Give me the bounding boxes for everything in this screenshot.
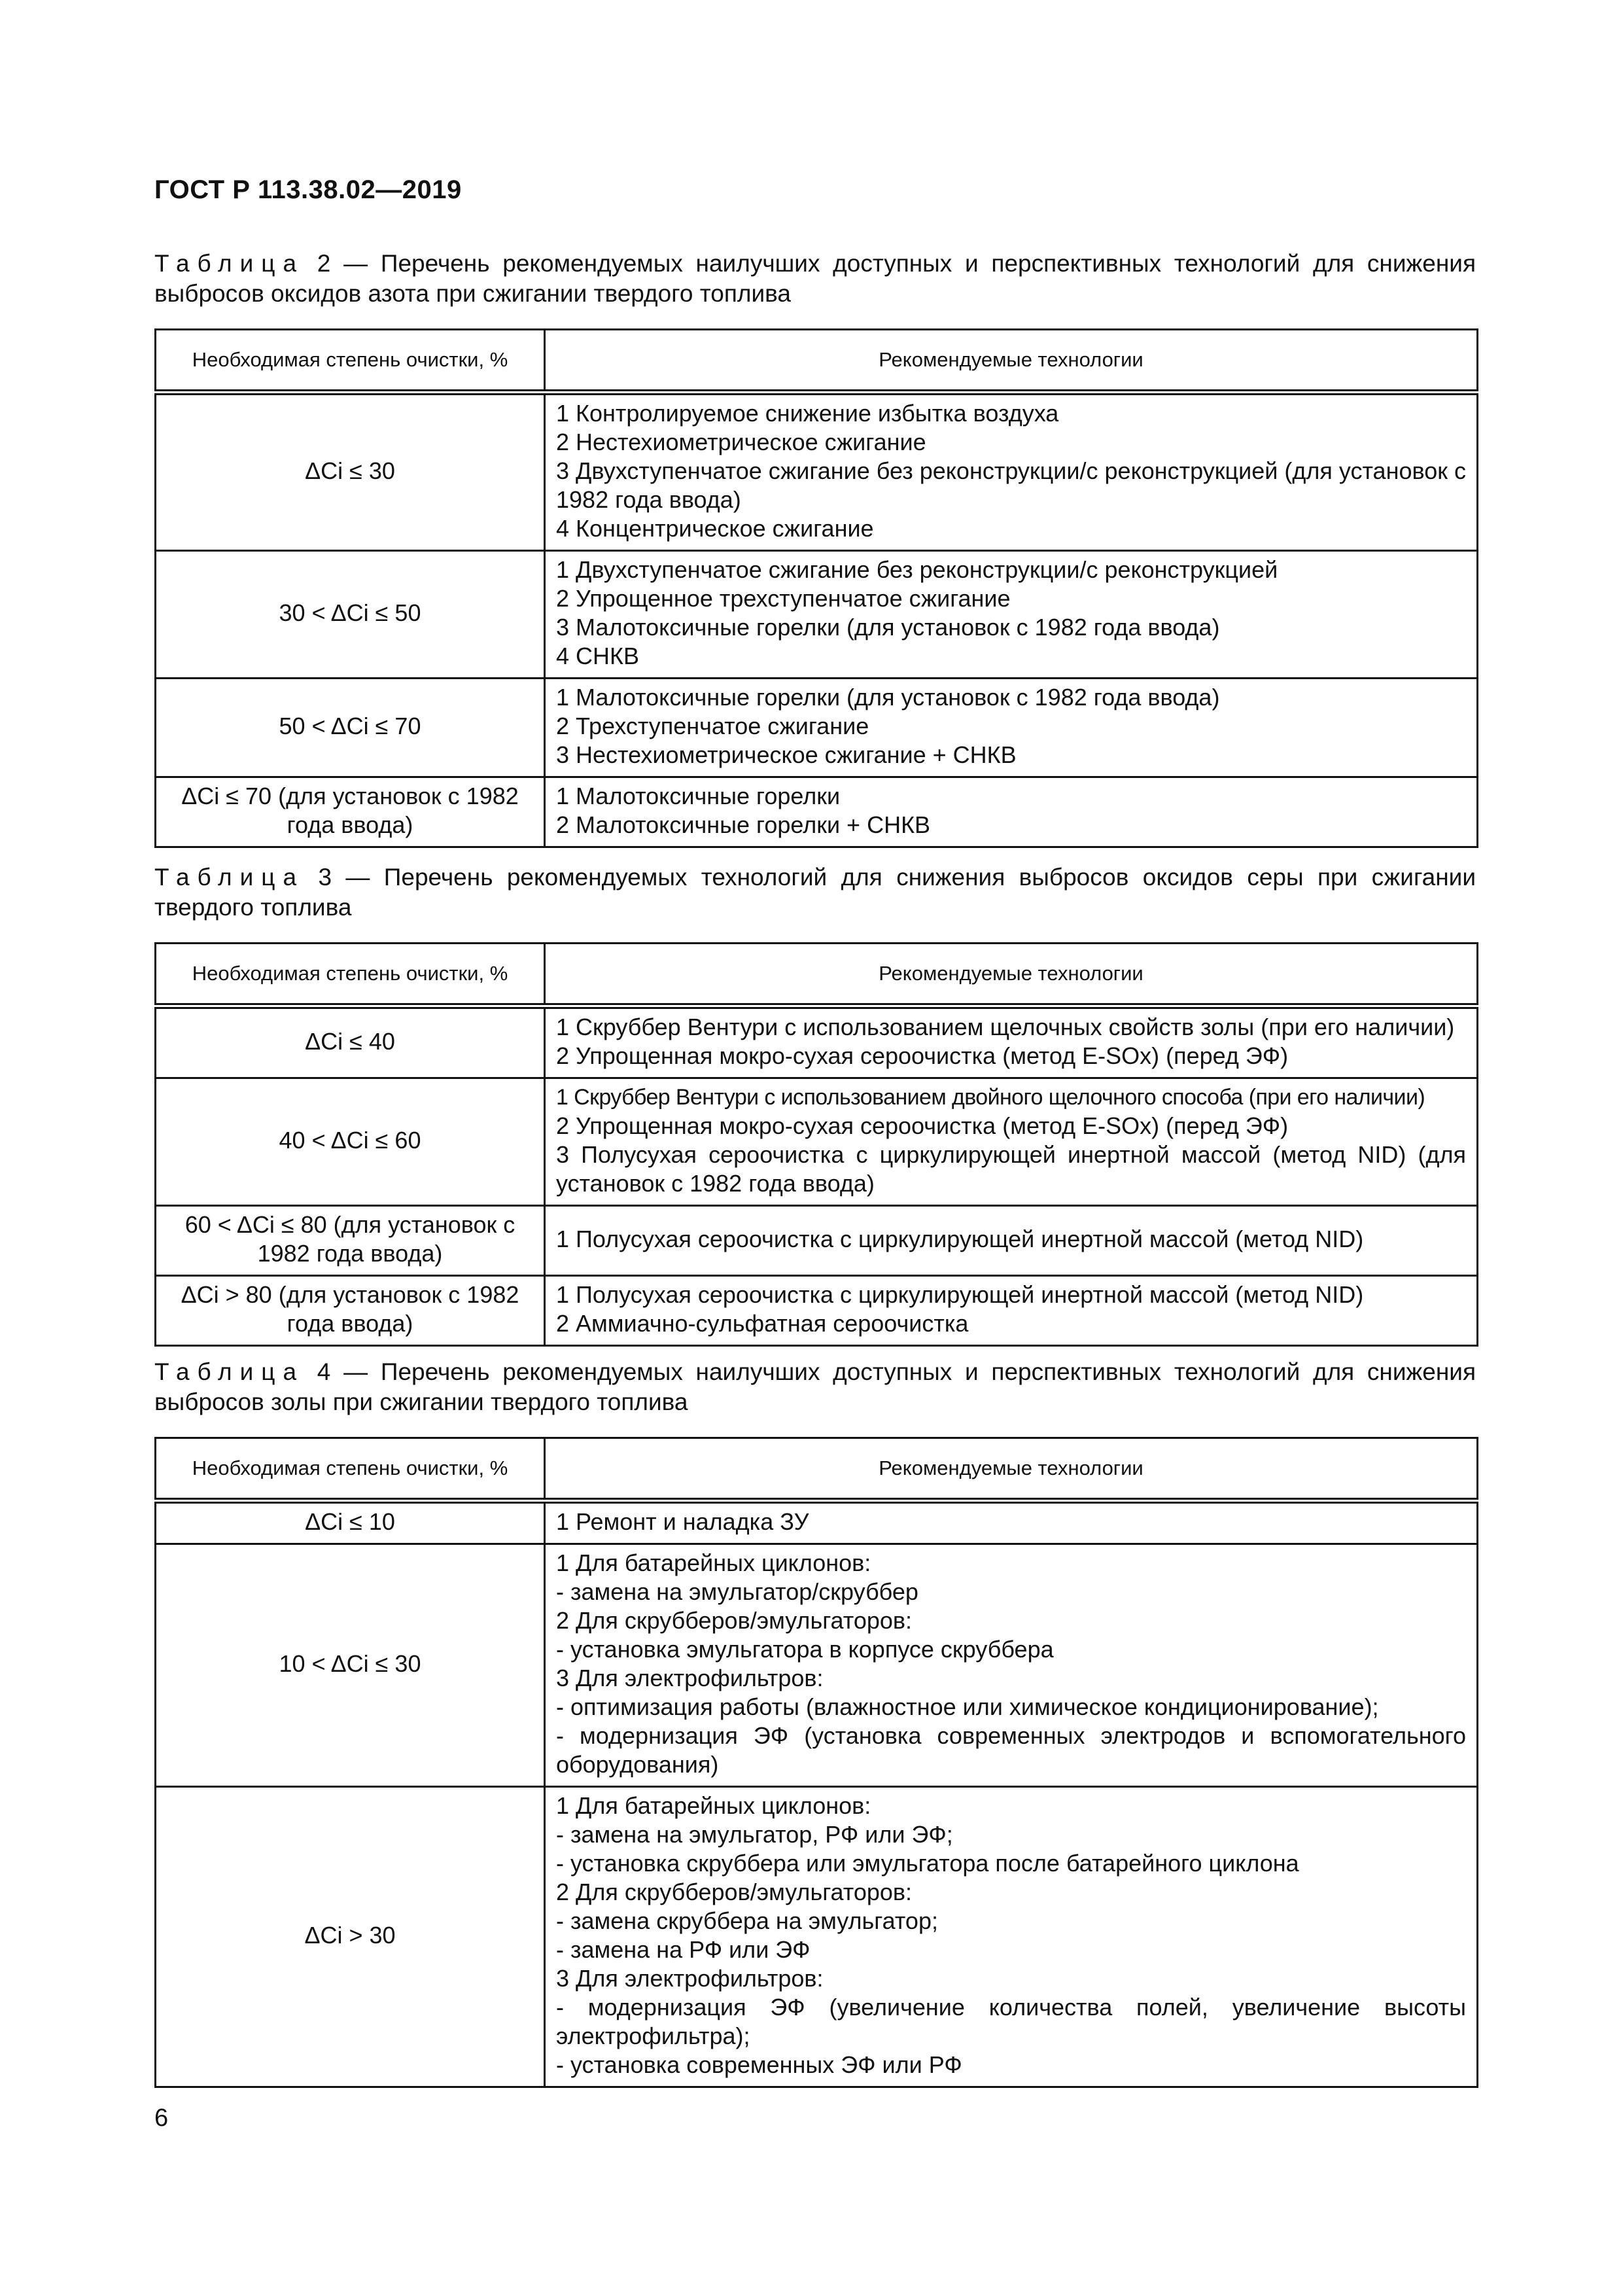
technology-item: 3 Нестехиометрическое сжигание + СНКВ <box>556 741 1017 768</box>
technology-item: - установка современных ЭФ или РФ <box>556 2051 962 2078</box>
technology-item: 2 Упрощенная мокро-сухая сероочистка (метод E-SOx) (перед ЭФ) <box>556 1112 1289 1139</box>
column-header-technologies: Рекомендуемые технологии <box>545 330 1478 393</box>
technology-item: - модернизация ЭФ (увеличение количества полей, увеличение высоты электрофильтра); <box>556 1994 1466 2049</box>
condition-cell: ΔCi > 80 (для установок с 1982 года ввода) <box>156 1276 545 1346</box>
technology-item: - установка скруббера или эмульгатора после батарейного циклона <box>556 1850 1299 1877</box>
technology-item: 2 Упрощенное трехступенчатое сжигание <box>556 585 1011 612</box>
table-4 <box>154 1437 1478 2088</box>
caption-text: 2 — Перечень рекомендуемых наилучших доступных и перспективных технологий для снижения выбросов оксидов азота при сжигании твердого топлива <box>154 250 1476 307</box>
condition-cell: 40 < ΔCi ≤ 60 <box>156 1078 545 1206</box>
table-row <box>156 1787 1478 2087</box>
document-code: ГОСТ Р 113.38.02—2019 <box>154 175 462 204</box>
technologies-cell <box>545 1544 1478 1787</box>
technology-item: 1 Для батарейных циклонов: <box>556 1549 871 1576</box>
table-header-row <box>156 330 1478 393</box>
technology-item: 2 Для скрубберов/эмульгаторов: <box>556 1607 913 1634</box>
condition-cell: ΔCi ≤ 30 <box>156 393 545 551</box>
condition-cell: 30 < ΔCi ≤ 50 <box>156 551 545 679</box>
table-2-caption <box>154 249 1476 309</box>
technology-item: 2 Трехступенчатое сжигание <box>556 713 869 739</box>
table-4-caption <box>154 1357 1476 1417</box>
column-header-degree: Необходимая степень очистки, % <box>156 330 545 393</box>
technology-item: - замена на РФ или ЭФ <box>556 1936 811 1963</box>
column-header-degree: Необходимая степень очистки, % <box>156 1438 545 1501</box>
technology-item: 3 Малотоксичные горелки (для установок с 1982 года ввода) <box>556 614 1220 641</box>
condition-cell: ΔCi ≤ 40 <box>156 1006 545 1078</box>
column-header-degree: Необходимая степень очистки, % <box>156 944 545 1006</box>
caption-label: Таблица <box>154 864 305 891</box>
technology-item: 3 Полусухая сероочистка с циркулирующей инертной массой (метод NID) (для установок с 1982 года ввода) <box>556 1141 1466 1197</box>
technologies-cell <box>545 679 1478 777</box>
condition-cell: 10 < ΔCi ≤ 30 <box>156 1544 545 1787</box>
table-row <box>156 1501 1478 1544</box>
table-header-row <box>156 1438 1478 1501</box>
technology-item: - замена скруббера на эмульгатор; <box>556 1907 938 1934</box>
table-row <box>156 1544 1478 1787</box>
table-header-row <box>156 944 1478 1006</box>
table-row <box>156 1006 1478 1078</box>
technology-item: - модернизация ЭФ (установка современных электродов и вспомогательного оборудования) <box>556 1722 1466 1778</box>
technology-item: 3 Для электрофильтров: <box>556 1965 824 1992</box>
technology-item: 2 Для скрубберов/эмульгаторов: <box>556 1879 913 1905</box>
caption-label: Таблица <box>154 1358 305 1385</box>
caption-label: Таблица <box>154 250 305 277</box>
condition-cell: ΔCi ≤ 70 (для установок с 1982 года ввода) <box>156 777 545 847</box>
technology-item: 1 Полусухая сероочистка с циркулирующей инертной массой (метод NID) <box>556 1226 1364 1252</box>
technology-item: 3 Двухступенчатое сжигание без реконструкции/с реконструкцией (для установок с 1982 года ввода) <box>556 457 1466 513</box>
technology-item: 1 Контролируемое снижение избытка воздуха <box>556 400 1059 427</box>
table-row <box>156 777 1478 847</box>
technology-item: 1 Скруббер Вентури с использованием двойного щелочного способа (при его наличии) <box>556 1085 1425 1110</box>
technologies-cell <box>545 1078 1478 1206</box>
table-3-caption <box>154 862 1476 923</box>
table-2 <box>154 328 1478 848</box>
technologies-cell <box>545 551 1478 679</box>
technology-item: 4 Концентрическое сжигание <box>556 515 874 542</box>
condition-cell: 60 < ΔCi ≤ 80 (для установок с 1982 года ввода) <box>156 1206 545 1276</box>
table-row <box>156 393 1478 551</box>
technologies-cell <box>545 393 1478 551</box>
technologies-cell <box>545 1787 1478 2087</box>
technologies-cell <box>545 777 1478 847</box>
page-number: 6 <box>154 2104 169 2132</box>
table-row <box>156 551 1478 679</box>
technology-item: 1 Ремонт и наладка ЗУ <box>556 1508 809 1535</box>
technology-item: - замена на эмульгатор/скруббер <box>556 1578 918 1605</box>
technology-item: 1 Для батарейных циклонов: <box>556 1792 871 1819</box>
technology-item: 1 Полусухая сероочистка с циркулирующей инертной массой (метод NID) <box>556 1281 1364 1308</box>
table-row <box>156 1206 1478 1276</box>
technology-item: 1 Скруббер Вентури с использованием щелочных свойств золы (при его наличии) <box>556 1014 1455 1040</box>
condition-cell: 50 < ΔCi ≤ 70 <box>156 679 545 777</box>
technology-item: - оптимизация работы (влажностное или химическое кондиционирование); <box>556 1693 1379 1720</box>
condition-cell: ΔCi ≤ 10 <box>156 1501 545 1544</box>
caption-text: 4 — Перечень рекомендуемых наилучших доступных и перспективных технологий для снижения выбросов золы при сжигании твердого топлива <box>154 1358 1476 1415</box>
technologies-cell <box>545 1276 1478 1346</box>
technology-item: 2 Упрощенная мокро-сухая сероочистка (метод E-SOx) (перед ЭФ) <box>556 1042 1289 1069</box>
technology-item: 1 Малотоксичные горелки (для установок с 1982 года ввода) <box>556 684 1220 711</box>
technology-item: 1 Малотоксичные горелки <box>556 783 841 809</box>
table-3 <box>154 942 1478 1347</box>
technology-item: 2 Аммиачно-сульфатная сероочистка <box>556 1310 969 1337</box>
condition-cell: ΔCi > 30 <box>156 1787 545 2087</box>
technology-item: - установка эмульгатора в корпусе скруббера <box>556 1636 1054 1663</box>
technologies-cell <box>545 1006 1478 1078</box>
column-header-technologies: Рекомендуемые технологии <box>545 944 1478 1006</box>
table-row <box>156 1276 1478 1346</box>
technologies-cell <box>545 1501 1478 1544</box>
technologies-cell <box>545 1206 1478 1276</box>
technology-item: 1 Двухступенчатое сжигание без реконструкции/с реконструкцией <box>556 556 1278 583</box>
technology-item: 2 Нестехиометрическое сжигание <box>556 429 926 455</box>
technology-item: 3 Для электрофильтров: <box>556 1665 824 1691</box>
table-row <box>156 679 1478 777</box>
technology-item: - замена на эмульгатор, РФ или ЭФ; <box>556 1821 953 1848</box>
caption-text: 3 — Перечень рекомендуемых технологий для снижения выбросов оксидов серы при сжигании твердого топлива <box>154 864 1476 921</box>
column-header-technologies: Рекомендуемые технологии <box>545 1438 1478 1501</box>
technology-item: 2 Малотоксичные горелки + СНКВ <box>556 811 931 838</box>
table-row <box>156 1078 1478 1206</box>
technology-item: 4 СНКВ <box>556 643 640 669</box>
